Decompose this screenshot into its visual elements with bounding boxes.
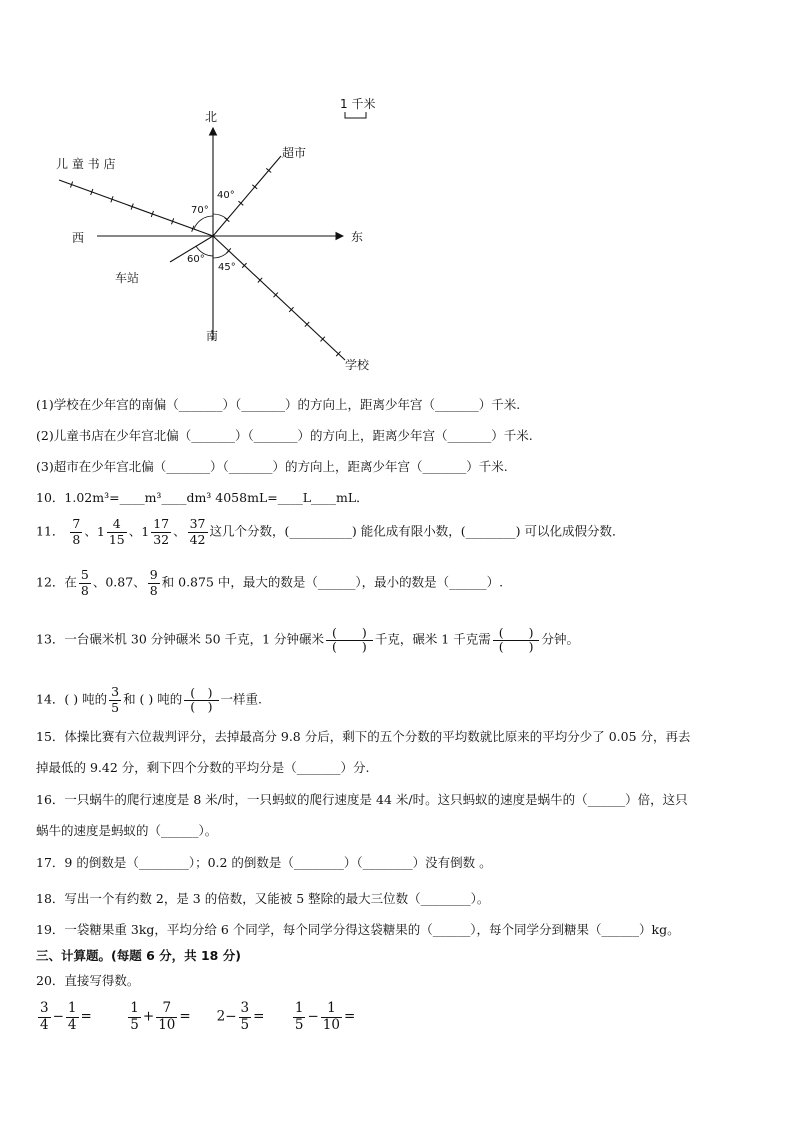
direction-diagram (0, 0, 794, 380)
label-west: 西 (72, 231, 85, 245)
question-17: 17．9 的倒数是（________）；0.2 的倒数是（________）（________）没有倒数 。 (36, 855, 492, 870)
blank-fraction-1: $\frac{( )}{( )}$ (326, 627, 373, 653)
calc-d: $\frac{1}{5}$ − $\frac{1}{10}$ = (294, 1000, 356, 1033)
fraction-5-8: $\frac{5}{8}$ (80, 567, 89, 598)
question-20: 20．直接写得数。 (36, 973, 140, 988)
ray-bookstore (59, 180, 213, 236)
label-station: 车站 (115, 271, 140, 285)
ray-school (213, 236, 345, 360)
arc-70 (194, 216, 213, 229)
question-15-line2: 掉最低的 9.42 分，剩下四个分数的平均分是（_______）分. (36, 760, 370, 775)
question-14: 14．( ) 吨的 $\frac{3}{5}$ 和 ( ) 吨的 $\frac{( )}{( )}$ 一样重. (36, 684, 262, 715)
angle-45-label: 45° (218, 262, 236, 273)
question-15-line1: 15．体操比赛有六位裁判评分，去掉最高分 9.8 分后，剩下的五个分数的平均数就比原来的平均分少了 0.05 分，再去 (36, 729, 691, 744)
question-12: 12．在 $\frac{5}{8}$ 、0.87、 $\frac{9}{8}$ 和 0.875 中，最大的数是（______），最小的数是（______）. (36, 567, 504, 598)
arc-45 (213, 251, 229, 258)
question-11: 11． $\frac{7}{8}$ 、 1 $\frac{4}{15}$ 、 1 $\frac{17}{32}$ 、 $\frac{37}{42}$ 这几个分数，(__________) 能化成有限小数，(________) 可以化成假分数． (36, 516, 625, 547)
blank-fraction-2: $\frac{( )}{( )}$ (493, 627, 540, 653)
calc-c: 2− $\frac{3}{5}$ = (216, 1000, 265, 1033)
question-16-line2: 蜗牛的速度是蚂蚁的（______）。 (36, 823, 218, 838)
question-19: 19．一袋糖果重 3kg，平均分给 6 个同学，每个同学分得这袋糖果的（______），每个同学分到糖果（______）kg。 (36, 922, 680, 937)
angle-70-label: 70° (191, 205, 209, 216)
question-3: (3)超市在少年宫北偏（_______）（_______）的方向上，距离少年宫（_______）千米. (36, 459, 508, 474)
scale-bar (345, 112, 366, 118)
label-bookstore: 儿 童 书 店 (56, 157, 116, 171)
angle-60-label: 60° (187, 254, 205, 265)
fraction-7-8: $\frac{7}{8}$ (72, 516, 81, 547)
question-10: 10．1.02m³=____m³____dm³ 4058mL=____L____mL． (36, 490, 369, 505)
angle-40-label: 40° (217, 190, 235, 201)
label-south: 南 (206, 329, 219, 343)
calc-a: $\frac{3}{4}$ − $\frac{1}{4}$ = (40, 1000, 92, 1033)
label-north: 北 (205, 110, 218, 124)
question-18: 18．写出一个有约数 2，是 3 的倍数，又能被 5 整除的最大三位数（________）。 (36, 891, 490, 906)
blank-fraction-3: $\frac{( )}{( )}$ (184, 687, 218, 713)
question-1: (1)学校在少年宫的南偏（_______）（_______）的方向上，距离少年宫（_______）千米. (36, 397, 521, 412)
fraction-9-8: $\frac{9}{8}$ (149, 567, 158, 598)
label-supermarket: 超市 (282, 146, 307, 160)
fraction-37-42: $\frac{37}{42}$ (189, 516, 206, 547)
label-east: 东 (351, 230, 364, 244)
label-school: 学校 (345, 358, 370, 372)
scale-label: 1 千米 (340, 97, 376, 111)
section-3-heading: 三、计算题。(每题 6 分，共 18 分) (36, 948, 241, 963)
fraction-3-5: $\frac{3}{5}$ (111, 684, 120, 715)
mixed-1-17-32: 1 $\frac{17}{32}$ (141, 516, 170, 547)
calc-b: $\frac{1}{5}$ + $\frac{7}{10}$ = (130, 1000, 191, 1033)
mixed-1-4-15: 1 $\frac{4}{15}$ (96, 516, 125, 547)
question-13: 13．一台碾米机 30 分钟碾米 50 千克，1 分钟碾米 $\frac{( )}{( )}$ 千克，碾米 1 千克需 $\frac{( )}{( )}$ 分钟。 (36, 625, 579, 654)
question-16-line1: 16．一只蜗牛的爬行速度是 8 米/时，一只蚂蚁的爬行速度是 44 米/时。这只蚂蚁的速度是蜗牛的（______）倍，这只 (36, 792, 688, 807)
question-2: (2)儿童书店在少年宫北偏（_______）（_______）的方向上，距离少年宫（_______）千米. (36, 428, 533, 443)
calc-row (36, 1002, 371, 1032)
